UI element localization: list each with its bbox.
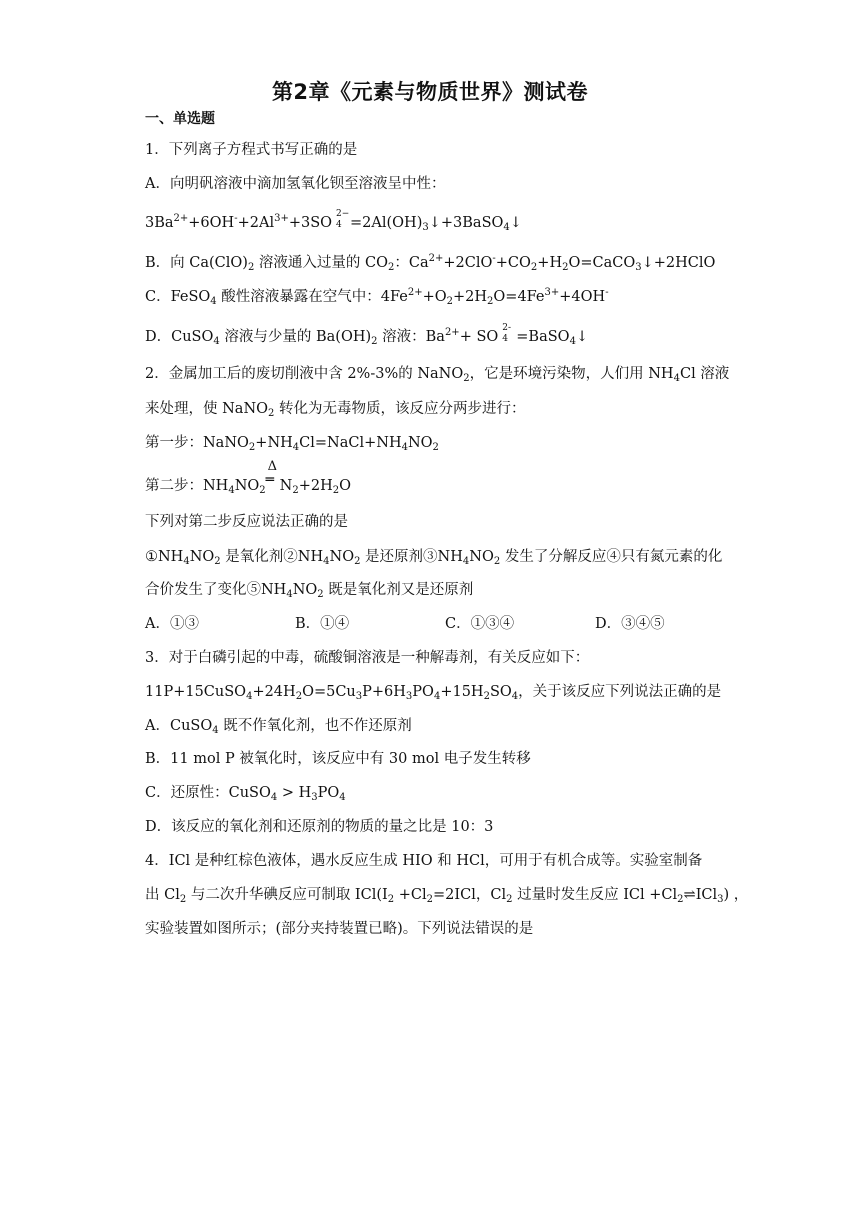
q1-option-a: A．向明矾溶液中滴加氢氧化钡至溶液呈中性：: [145, 176, 446, 192]
q2-step-1: 第一步：$NaNO_2+NH_4Cl=NaCl+NH_4NO_2$: [145, 435, 439, 453]
q3-stem: 3．对于白磷引起的中毒，硫酸铜溶液是一种解毒剂，有关反应如下：: [145, 650, 590, 666]
q2-step-2: 第二步：$NH_4NO_2$ Δ ═ $N_2+2H_2O$: [145, 459, 352, 496]
q1-option-b: B．向 $Ca(ClO)_2$ 溶液通入过量的 $CO_2$：$Ca^{2+}+2ClO^-+CO_2+H_2O=CaCO_3↓+2HClO$: [145, 253, 716, 273]
heat-condition: Δ ═: [265, 459, 278, 488]
q3-option-c: C．还原性：CuSO$_4$ > $H_3PO_4$: [145, 785, 346, 803]
q2-line-1: 2．金属加工后的废切削液中含 2%-3%的 NaNO$_2$，它是环境污染物，人们用 $NH_4Cl$ 溶液: [145, 366, 730, 384]
q1-option-d: D．CuSO$_4$ 溶液与少量的 $Ba(OH)_2$ 溶液：$Ba^{2+}+$ SO 2- 4 =BaSO$_4$↓: [145, 323, 589, 347]
q2-option-c[interactable]: C．①③④: [445, 616, 515, 632]
q1-stem: 1．下列离子方程式书写正确的是: [145, 142, 358, 158]
q2-option-a[interactable]: A．①③: [145, 616, 199, 632]
q2-options: [145, 617, 725, 632]
q3-option-d: D．该反应的氧化剂和还原剂的物质的量之比是 10：3: [145, 819, 494, 835]
q2-option-d[interactable]: D．③④⑤: [595, 616, 665, 632]
section-heading: 一、单选题: [145, 111, 215, 127]
q2-statements-2: 合价发生了变化$⑤NH_4NO_2$ 既是氧化剂又是还原剂: [145, 582, 474, 600]
q1-option-a-equation: $3Ba^{2+}+6OH^-+2Al^{3+}+3SO$ 2− 4 $=2Al(OH)_3↓+3BaSO_4↓$: [145, 209, 522, 233]
q3-option-b: B．11 mol P 被氧化时，该反应中有 30 mol 电子发生转移: [145, 751, 531, 767]
q2-statements-1: $①NH_4NO_2$ 是氧化剂$②NH_4NO_2$ 是还原剂$③NH_4NO_2$ 发生了分解反应④只有氮元素的化: [145, 549, 723, 567]
q4-line-2: 出 $Cl_2$ 与二次升华碘反应可制取 $ICl(I_2 +Cl_2=2ICl$，$Cl_2$ 过量时发生反应 ICl $+Cl_2\rightleftharpoons ICl_3$) ，: [145, 887, 749, 905]
q4-line-1: 4．ICl 是种红棕色液体，遇水反应生成 HIO 和 HCl，可用于有机合成等。实验室制备: [145, 853, 703, 869]
q3-option-a: A．CuSO$_4$ 既不作氧化剂，也不作还原剂: [145, 718, 412, 736]
q3-equation: $11P+15CuSO_4+24H_2O=5Cu_3P+6H_3PO_4+15H_2SO_4$，关于该反应下列说法正确的是: [145, 684, 722, 702]
q2-option-b[interactable]: B．①④: [295, 616, 350, 632]
q2-line-2: 来处理，使 NaNO$_2$ 转化为无毒物质，该反应分两步进行：: [145, 401, 526, 419]
q4-line-3: 实验装置如图所示；(部分夹持装置已略)。下列说法错误的是: [145, 921, 534, 937]
q2-question: 下列对第二步反应说法正确的是: [145, 514, 348, 530]
q1-option-c: C．FeSO$_4$ 酸性溶液暴露在空气中：$4Fe^{2+}+O_2+2H_2O=4Fe^{3+}+4OH^-$: [145, 287, 609, 307]
page-title: 第2章《元素与物质世界》测试卷: [271, 80, 589, 104]
